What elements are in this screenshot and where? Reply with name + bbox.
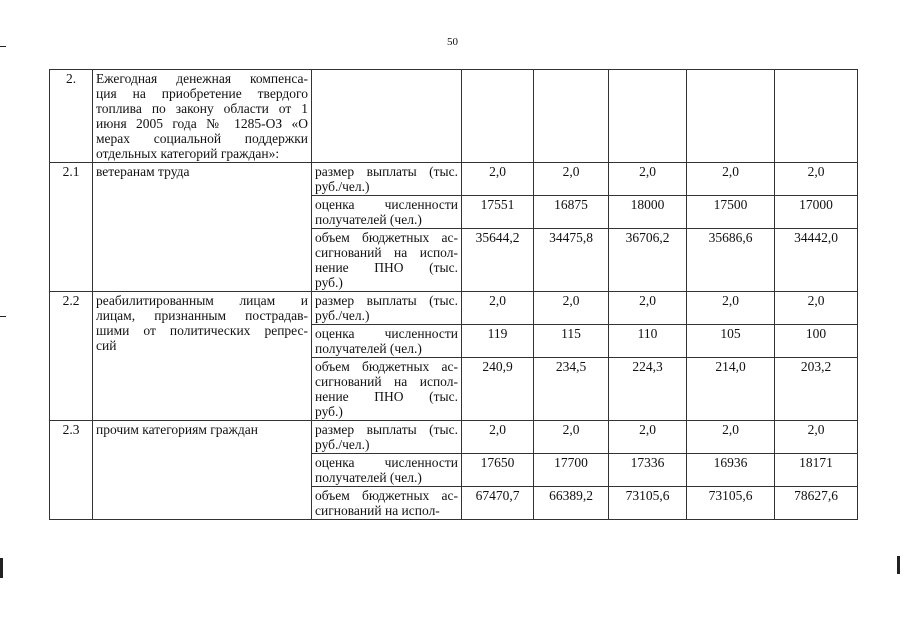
value-cell: 34442,0 (775, 229, 858, 292)
row-number: 2. (50, 70, 93, 163)
indicator-label-line: оценка численности (315, 455, 458, 470)
value-cell: 2,0 (609, 421, 687, 454)
section-title-line: ция на приобретение твердого (96, 86, 308, 101)
value-cell: 78627,6 (775, 487, 858, 520)
value-cell: 203,2 (775, 358, 858, 421)
indicator-label (312, 454, 462, 487)
indicator-label (312, 163, 462, 196)
indicator-label-line: нение ПНО (тыс. (315, 260, 458, 275)
indicator-label-line: размер выплаты (тыс. (315, 164, 458, 179)
indicator-label-line: получателей (чел.) (315, 341, 422, 356)
section-title (93, 70, 312, 163)
indicator-label (312, 487, 462, 520)
value-cell: 2,0 (775, 292, 858, 325)
indicator-label-line: руб./чел.) (315, 308, 370, 323)
value-cell: 2,0 (775, 421, 858, 454)
value-cell: 2,0 (462, 421, 534, 454)
empty-cell (775, 70, 858, 163)
value-cell: 73105,6 (609, 487, 687, 520)
social-support-table (49, 69, 858, 520)
indicator-label-line: объем бюджетных ас- (315, 230, 458, 245)
indicator-label-line: оценка численности (315, 326, 458, 341)
indicator-label-line: сигнований на испол- (315, 374, 458, 389)
indicator-label-line: руб.) (315, 275, 343, 290)
value-cell: 17650 (462, 454, 534, 487)
category-title-line: лицам, признанным пострадав- (96, 308, 308, 323)
value-cell: 18000 (609, 196, 687, 229)
indicator-label-line: нение ПНО (тыс. (315, 389, 458, 404)
value-cell: 224,3 (609, 358, 687, 421)
empty-cell (609, 70, 687, 163)
indicator-label (312, 358, 462, 421)
empty-cell (462, 70, 534, 163)
left-edge-mark (0, 46, 6, 47)
category-title (93, 421, 312, 520)
left-edge-mark (0, 558, 3, 578)
section-title-line: отдельных категорий граждан»: (96, 146, 280, 161)
category-title-line: прочим категориям граждан (96, 422, 258, 437)
value-cell: 2,0 (687, 292, 775, 325)
indicator-label-line: размер выплаты (тыс. (315, 293, 458, 308)
value-cell: 35686,6 (687, 229, 775, 292)
row-number: 2.3 (50, 421, 93, 520)
value-cell: 240,9 (462, 358, 534, 421)
page-number: 50 (447, 36, 458, 48)
indicator-label-line: руб./чел.) (315, 179, 370, 194)
value-cell: 17336 (609, 454, 687, 487)
value-cell: 214,0 (687, 358, 775, 421)
category-title-line: сий (96, 338, 117, 353)
row-number: 2.1 (50, 163, 93, 292)
value-cell: 34475,8 (534, 229, 609, 292)
indicator-label-line: сигнований на испол- (315, 245, 458, 260)
value-cell: 16936 (687, 454, 775, 487)
category-title (93, 163, 312, 292)
indicator-label-line: сигнований на испол- (315, 503, 440, 518)
value-cell: 17700 (534, 454, 609, 487)
value-cell: 17500 (687, 196, 775, 229)
value-cell: 2,0 (534, 163, 609, 196)
section-title-line: июня 2005 года № 1285-ОЗ «О (96, 116, 308, 131)
indicator-label-line: объем бюджетных ас- (315, 359, 458, 374)
value-cell: 2,0 (534, 421, 609, 454)
indicator-label-line: получателей (чел.) (315, 470, 422, 485)
indicator-label (312, 229, 462, 292)
indicator-label-line: оценка численности (315, 197, 458, 212)
value-cell: 119 (462, 325, 534, 358)
indicator-label (312, 196, 462, 229)
category-title-line: шими от политических репрес- (96, 323, 308, 338)
indicator-label (312, 325, 462, 358)
empty-cell (687, 70, 775, 163)
empty-cell (534, 70, 609, 163)
value-cell: 234,5 (534, 358, 609, 421)
value-cell: 67470,7 (462, 487, 534, 520)
value-cell: 36706,2 (609, 229, 687, 292)
value-cell: 100 (775, 325, 858, 358)
value-cell: 2,0 (687, 421, 775, 454)
value-cell: 110 (609, 325, 687, 358)
value-cell: 66389,2 (534, 487, 609, 520)
value-cell: 17000 (775, 196, 858, 229)
value-cell: 2,0 (609, 163, 687, 196)
value-cell: 18171 (775, 454, 858, 487)
value-cell: 2,0 (609, 292, 687, 325)
indicator-label-line: руб.) (315, 404, 343, 419)
value-cell: 16875 (534, 196, 609, 229)
value-cell: 115 (534, 325, 609, 358)
right-edge-mark (897, 556, 900, 574)
value-cell: 2,0 (462, 163, 534, 196)
category-title-line: ветеранам труда (96, 164, 190, 179)
category-title (93, 292, 312, 421)
empty-cell (312, 70, 462, 163)
row-number: 2.2 (50, 292, 93, 421)
value-cell: 2,0 (687, 163, 775, 196)
section-row (50, 70, 858, 163)
category-title-line: реабилитированным лицам и (96, 293, 308, 308)
section-title-line: мерах социальной поддержки (96, 131, 308, 146)
indicator-label (312, 421, 462, 454)
section-title-line: топлива по закону области от 1 (96, 101, 308, 116)
indicator-label-line: руб./чел.) (315, 437, 370, 452)
indicator-row (50, 292, 858, 325)
indicator-row (50, 163, 858, 196)
indicator-label-line: размер выплаты (тыс. (315, 422, 458, 437)
left-edge-mark (0, 316, 6, 317)
indicator-label (312, 292, 462, 325)
value-cell: 2,0 (534, 292, 609, 325)
indicator-label-line: объем бюджетных ас- (315, 488, 458, 503)
value-cell: 105 (687, 325, 775, 358)
value-cell: 2,0 (775, 163, 858, 196)
value-cell: 2,0 (462, 292, 534, 325)
value-cell: 73105,6 (687, 487, 775, 520)
section-title-line: Ежегодная денежная компенса- (96, 71, 308, 86)
value-cell: 35644,2 (462, 229, 534, 292)
indicator-label-line: получателей (чел.) (315, 212, 422, 227)
indicator-row (50, 421, 858, 454)
value-cell: 17551 (462, 196, 534, 229)
